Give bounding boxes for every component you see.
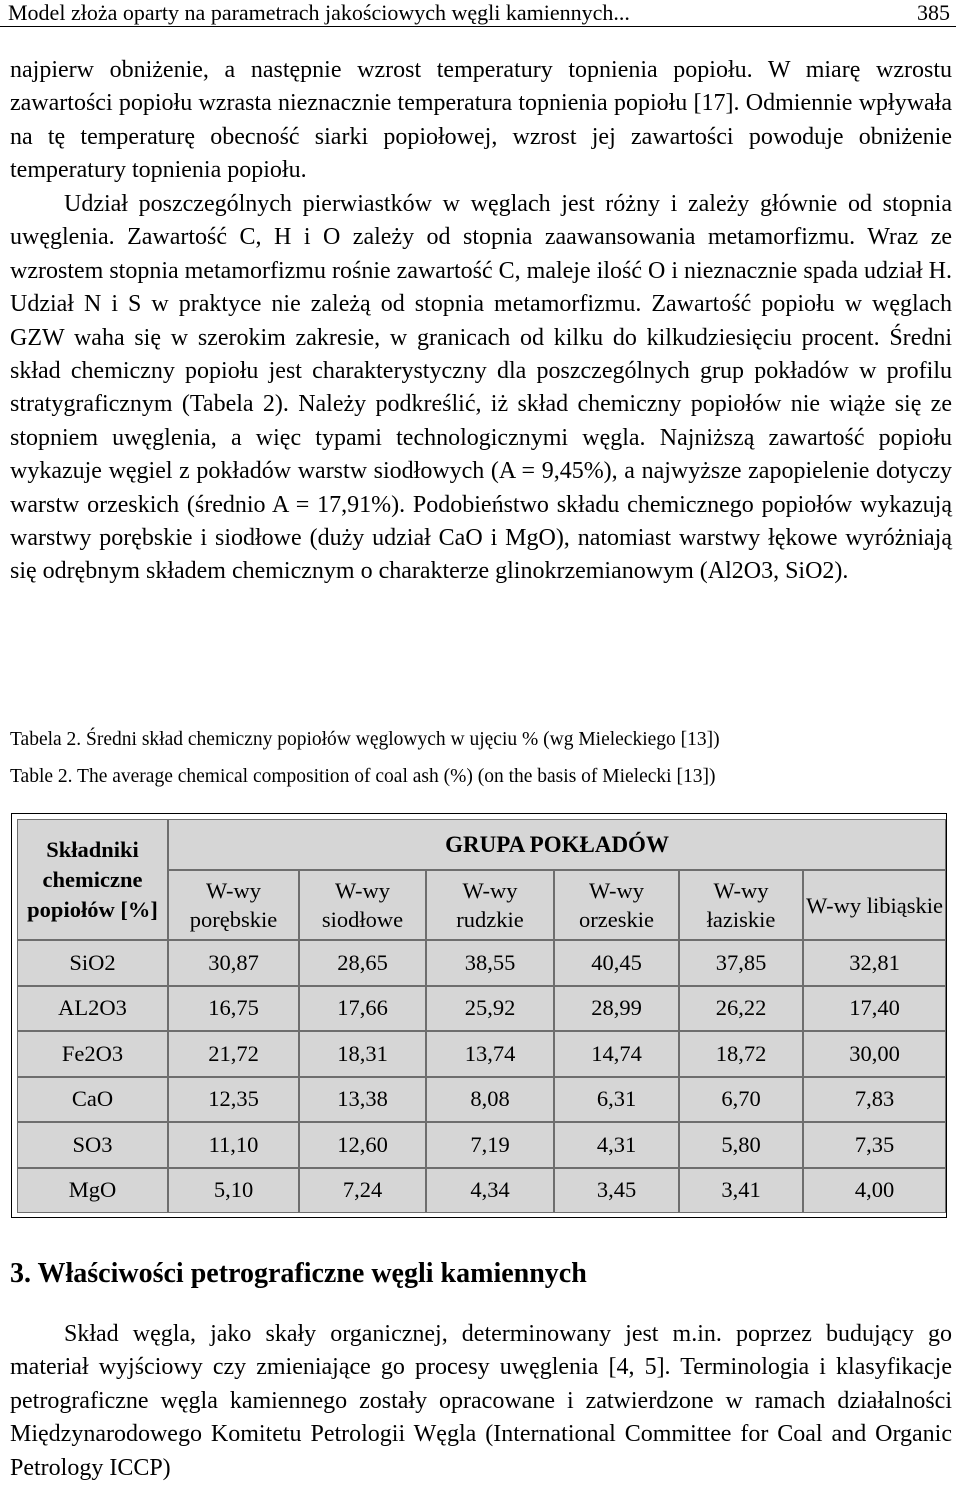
table-cell: 26,22: [679, 986, 803, 1032]
table-cell: 4,34: [426, 1168, 554, 1214]
paragraph-2: Udział poszczególnych pierwiastków w węglach jest różny i zależy głównie od stopnia uwęglenia. Zawartość C, H i O zależy od stopnia zaawansowania metamorfizmu. Wraz ze wzrostem stopnia metamorfizmu rośnie zawartość C, maleje ilość O i nieznacznie spada udział H. Udział N i S w praktyce nie zależą od stopnia metamorfizmu. Zawartość popiołu w węglach GZW waha się w szerokim zakresie, w granicach od kilku do kilkudziesięciu procent. Średni skład chemiczny popiołu jest charakterystyczny dla poszczególnych grup pokładów w profilu stratygraficznym (Tabela 2). Należy podkreślić, iż skład chemiczny popiołów nie wiąże się ze stopniem uwęglenia, a więc typami technologicznymi węgla. Najniższą zawartość popiołu wykazuje węgiel z pokładów warstw siodłowych (A = 9,45%), a najwyższe zapopielenie dotyczy warstw orzeskich (średnio A = 17,91%). Podobieństwo składu chemicznego popiołów wykazują warstwy porębskie i siodłowe (duży udział CaO i MgO), natomiast warstwy łękowe wyróżniają się odrębnym składem chemicznym o charakterze glinokrzemianowym (Al2O3, SiO2).: [10, 191, 952, 585]
running-header: [0, 0, 956, 27]
running-title: Model złoża oparty na parametrach jakościowych węgli kamiennych...: [8, 0, 630, 25]
table-cell: 14,74: [554, 1031, 679, 1077]
row-label: CaO: [17, 1077, 168, 1123]
table-cell: 7,24: [299, 1168, 426, 1214]
table-cell: 28,65: [299, 940, 426, 986]
table-cell: 6,31: [554, 1077, 679, 1123]
row-label: SO3: [17, 1122, 168, 1168]
table-row: [17, 986, 946, 1032]
table-cell: 13,74: [426, 1031, 554, 1077]
table-cell: 25,92: [426, 986, 554, 1032]
table-cell: 7,83: [803, 1077, 946, 1123]
table-cell: 3,45: [554, 1168, 679, 1214]
table-cell: 11,10: [168, 1122, 299, 1168]
table-cell: 40,45: [554, 940, 679, 986]
table-cell: 4,00: [803, 1168, 946, 1214]
table-cell: 6,70: [679, 1077, 803, 1123]
page-number: 385: [917, 0, 950, 25]
ash-composition-table: [17, 819, 946, 1213]
table-row: [17, 1168, 946, 1214]
table-cell: 3,41: [679, 1168, 803, 1214]
table-cell: 17,66: [299, 986, 426, 1032]
column-header: W-wy łaziskie: [679, 870, 803, 940]
row-label: AL2O3: [17, 986, 168, 1032]
table-cell: 4,31: [554, 1122, 679, 1168]
paragraph-1: najpierw obniżenie, a następnie wzrost temperatury topnienia popiołu. W miarę wzrostu zawartości popiołu wzrasta nieznacznie temperatura topnienia popiołu [17]. Odmiennie wpływała na tę temperaturę obecność siarki popiołowej, wzrost jej zawartości powoduje obniżenie temperatury topnienia popiołu.: [10, 57, 952, 184]
table-cell: 5,80: [679, 1122, 803, 1168]
table-cell: 16,75: [168, 986, 299, 1032]
table-cell: 8,08: [426, 1077, 554, 1123]
table-cell: 21,72: [168, 1031, 299, 1077]
column-header: W-wy libiąskie: [803, 870, 946, 940]
table-cell: 7,35: [803, 1122, 946, 1168]
table-cell: 30,00: [803, 1031, 946, 1077]
table-cell: 7,19: [426, 1122, 554, 1168]
row-label: MgO: [17, 1168, 168, 1214]
column-header: W-wy porębskie: [168, 870, 299, 940]
table-cell: 32,81: [803, 940, 946, 986]
table-row: [17, 940, 946, 986]
table-frame: [11, 813, 947, 1218]
table-row: [17, 1122, 946, 1168]
row-label: Fe2O3: [17, 1031, 168, 1077]
section-heading: 3. Właściwości petrograficzne węgli kamiennych: [10, 1258, 587, 1289]
table-cell: 12,35: [168, 1077, 299, 1123]
header-group: GRUPA POKŁADÓW: [168, 819, 946, 870]
table-cell: 37,85: [679, 940, 803, 986]
table-cell: 30,87: [168, 940, 299, 986]
column-header: W-wy orzeskie: [554, 870, 679, 940]
table-cell: 17,40: [803, 986, 946, 1032]
table-cell: 12,60: [299, 1122, 426, 1168]
table-caption-en: Table 2. The average chemical composition of coal ash (%) (on the basis of Mielecki [13]): [10, 766, 716, 787]
paragraph-3: Skład węgla, jako skały organicznej, determinowany jest m.in. poprzez budujący go materiał wyjściowy czy zmieniające go procesy uwęglenia [4, 5]. Terminologia i klasyfikacje petrograficzne węgla kamiennego zostały opracowane i zatwierdzone w ramach działalności Międzynarodowego Komitetu Petrologii Węgla (International Committee for Coal and Organic Petrology ICCP): [10, 1321, 952, 1481]
table-cell: 28,99: [554, 986, 679, 1032]
table-cell: 38,55: [426, 940, 554, 986]
table-cell: 13,38: [299, 1077, 426, 1123]
table-cell: 18,72: [679, 1031, 803, 1077]
table-row: [17, 1031, 946, 1077]
table-cell: 18,31: [299, 1031, 426, 1077]
header-components: Składniki chemiczne popiołów [%]: [17, 819, 168, 940]
column-header: W-wy siodłowe: [299, 870, 426, 940]
table-row: [17, 1077, 946, 1123]
table-cell: 5,10: [168, 1168, 299, 1214]
row-label: SiO2: [17, 940, 168, 986]
column-header: W-wy rudzkie: [426, 870, 554, 940]
table-caption-pl: Tabela 2. Średni skład chemiczny popiołów węglowych w ujęciu % (wg Mieleckiego [13]): [10, 729, 720, 750]
